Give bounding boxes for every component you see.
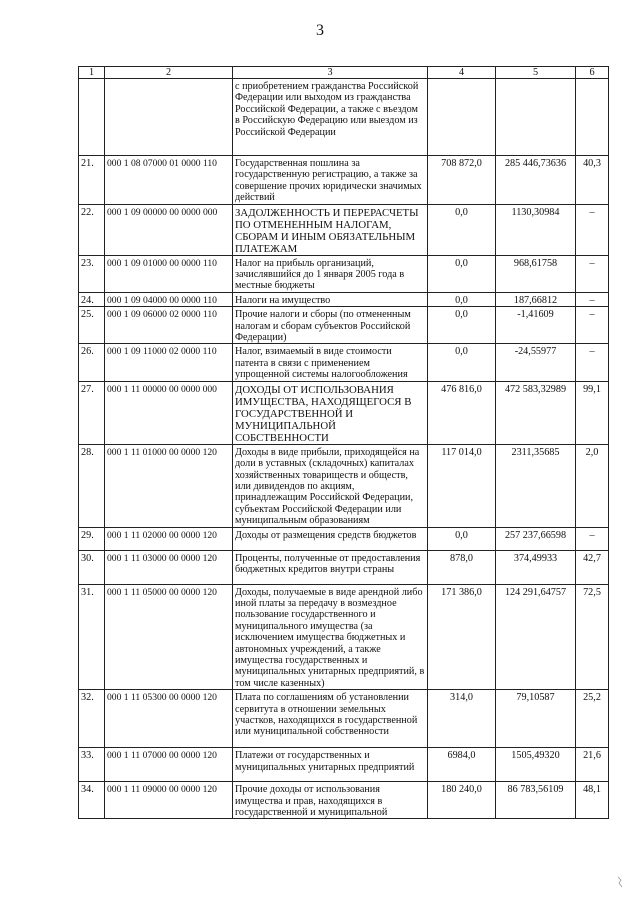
- actual-amount: 472 583,32989: [496, 381, 576, 444]
- budget-code: 000 1 11 09000 00 0000 120: [105, 782, 233, 819]
- budget-code: 000 1 09 01000 00 0000 110: [105, 255, 233, 292]
- row-number: 30.: [79, 550, 105, 584]
- budget-code: 000 1 11 00000 00 0000 000: [105, 381, 233, 444]
- revenue-name: Доходы, получаемые в виде арендной либо иной платы за передачу в возмездное пользование государственного и муниципального имущества (за исключением имущества бюджетных и автономных учреждений, а также имущества государственных и муниципальных унитарных предприятий, в том числе казенных): [233, 584, 428, 690]
- percent-done: 42,7: [576, 550, 609, 584]
- table-row: [79, 782, 609, 819]
- percent-done: –: [576, 255, 609, 292]
- actual-amount: -1,41609: [496, 307, 576, 344]
- table-row: [79, 527, 609, 550]
- percent-done: –: [576, 204, 609, 255]
- planned-amount: 0,0: [428, 344, 496, 381]
- revenue-table: [78, 66, 609, 819]
- row-number: 34.: [79, 782, 105, 819]
- planned-amount: 180 240,0: [428, 782, 496, 819]
- table-row: [79, 690, 609, 748]
- actual-amount: 187,66812: [496, 292, 576, 306]
- table-row: [79, 748, 609, 782]
- planned-amount: 314,0: [428, 690, 496, 748]
- percent-done: –: [576, 344, 609, 381]
- actual-amount: 1505,49320: [496, 748, 576, 782]
- budget-code: 000 1 11 07000 00 0000 120: [105, 748, 233, 782]
- header-col-6: 6: [576, 67, 609, 79]
- revenue-name: Плата по соглашениям об установлении сервитута в отношении земельных участков, находящихся в государственной или муниципальной собственности: [233, 690, 428, 748]
- row-number: 28.: [79, 444, 105, 527]
- table-header-row: [79, 67, 609, 79]
- row-number: 31.: [79, 584, 105, 690]
- percent-done: –: [576, 292, 609, 306]
- revenue-name: Проценты, полученные от предоставления бюджетных кредитов внутри страны: [233, 550, 428, 584]
- header-col-2: 2: [105, 67, 233, 79]
- planned-amount: 0,0: [428, 255, 496, 292]
- revenue-name: Прочие налоги и сборы (по отмененным налогам и сборам субъектов Российской Федерации): [233, 307, 428, 344]
- percent-done: 40,3: [576, 156, 609, 205]
- page-number: 3: [316, 22, 324, 39]
- percent-done: 21,6: [576, 748, 609, 782]
- actual-amount: 285 446,73636: [496, 156, 576, 205]
- revenue-name: Налоги на имущество: [233, 292, 428, 306]
- header-col-5: 5: [496, 67, 576, 79]
- planned-amount: 0,0: [428, 204, 496, 255]
- table-row: [79, 156, 609, 205]
- revenue-name: Прочие доходы от использования имущества и прав, находящихся в государственной и муниципальной: [233, 782, 428, 819]
- revenue-name: Государственная пошлина за государственную регистрацию, а также за совершение прочих юридически значимых действий: [233, 156, 428, 205]
- row-number: 25.: [79, 307, 105, 344]
- row-number: 33.: [79, 748, 105, 782]
- revenue-name: ДОХОДЫ ОТ ИСПОЛЬЗОВАНИЯ ИМУЩЕСТВА, НАХОДЯЩЕГОСЯ В ГОСУДАРСТВЕННОЙ И МУНИЦИПАЛЬНОЙ СОБСТВЕННОСТИ: [233, 381, 428, 444]
- row-number: 23.: [79, 255, 105, 292]
- row-number: 24.: [79, 292, 105, 306]
- row-number: 26.: [79, 344, 105, 381]
- row-number: 27.: [79, 381, 105, 444]
- header-col-4: 4: [428, 67, 496, 79]
- actual-amount: [496, 79, 576, 156]
- percent-done: –: [576, 527, 609, 550]
- row-number: 22.: [79, 204, 105, 255]
- planned-amount: [428, 79, 496, 156]
- table-row: [79, 255, 609, 292]
- revenue-name: Платежи от государственных и муниципальных унитарных предприятий: [233, 748, 428, 782]
- planned-amount: 878,0: [428, 550, 496, 584]
- table-row: [79, 307, 609, 344]
- table-row: [79, 79, 609, 156]
- actual-amount: 86 783,56109: [496, 782, 576, 819]
- planned-amount: 117 014,0: [428, 444, 496, 527]
- budget-code: 000 1 11 03000 00 0000 120: [105, 550, 233, 584]
- budget-code: 000 1 09 00000 00 0000 000: [105, 204, 233, 255]
- percent-done: 72,5: [576, 584, 609, 690]
- percent-done: 99,1: [576, 381, 609, 444]
- percent-done: [576, 79, 609, 156]
- header-col-1: 1: [79, 67, 105, 79]
- budget-code: 000 1 09 11000 02 0000 110: [105, 344, 233, 381]
- budget-code: 000 1 08 07000 01 0000 110: [105, 156, 233, 205]
- revenue-name: ЗАДОЛЖЕННОСТЬ И ПЕРЕРАСЧЕТЫ ПО ОТМЕНЕННЫМ НАЛОГАМ, СБОРАМ И ИНЫМ ОБЯЗАТЕЛЬНЫМ ПЛАТЕЖАМ: [233, 204, 428, 255]
- budget-code: 000 1 09 04000 00 0000 110: [105, 292, 233, 306]
- budget-code: 000 1 11 05300 00 0000 120: [105, 690, 233, 748]
- table-row: [79, 344, 609, 381]
- actual-amount: 2311,35685: [496, 444, 576, 527]
- budget-code: 000 1 11 02000 00 0000 120: [105, 527, 233, 550]
- planned-amount: 0,0: [428, 307, 496, 344]
- table-row: [79, 204, 609, 255]
- actual-amount: 124 291,64757: [496, 584, 576, 690]
- budget-code: 000 1 11 01000 00 0000 120: [105, 444, 233, 527]
- percent-done: –: [576, 307, 609, 344]
- actual-amount: 968,61758: [496, 255, 576, 292]
- budget-code: 000 1 11 05000 00 0000 120: [105, 584, 233, 690]
- revenue-name: с приобретением гражданства Российской Федерации или выходом из гражданства Российской Федерации, а также с въездом в Российскую Федерацию или выездом из Российской Федерации: [233, 79, 428, 156]
- planned-amount: 0,0: [428, 527, 496, 550]
- percent-done: 25,2: [576, 690, 609, 748]
- row-number: 21.: [79, 156, 105, 205]
- actual-amount: 257 237,66598: [496, 527, 576, 550]
- planned-amount: 6984,0: [428, 748, 496, 782]
- actual-amount: 79,10587: [496, 690, 576, 748]
- table-row: [79, 444, 609, 527]
- row-number: 32.: [79, 690, 105, 748]
- table-body: [79, 79, 609, 819]
- budget-code: [105, 79, 233, 156]
- actual-amount: 1130,30984: [496, 204, 576, 255]
- row-number: 29.: [79, 527, 105, 550]
- header-col-3: 3: [233, 67, 428, 79]
- actual-amount: 374,49933: [496, 550, 576, 584]
- revenue-name: Доходы в виде прибыли, приходящейся на доли в уставных (складочных) капиталах хозяйственных товариществ и обществ, или дивидендов по акциям, принадлежащим Российской Федерации, субъектам Российской Федерации или муниципальным образованиям: [233, 444, 428, 527]
- actual-amount: -24,55977: [496, 344, 576, 381]
- row-number: [79, 79, 105, 156]
- table-row: [79, 381, 609, 444]
- planned-amount: 708 872,0: [428, 156, 496, 205]
- revenue-name: Налог, взимаемый в виде стоимости патента в связи с применением упрощенной системы налогообложения: [233, 344, 428, 381]
- revenue-name: Налог на прибыль организаций, зачислявшийся до 1 января 2005 года в местные бюджеты: [233, 255, 428, 292]
- margin-mark: [616, 876, 624, 888]
- planned-amount: 171 386,0: [428, 584, 496, 690]
- table-row: [79, 292, 609, 306]
- planned-amount: 476 816,0: [428, 381, 496, 444]
- budget-code: 000 1 09 06000 02 0000 110: [105, 307, 233, 344]
- planned-amount: 0,0: [428, 292, 496, 306]
- table-row: [79, 550, 609, 584]
- percent-done: 48,1: [576, 782, 609, 819]
- revenue-name: Доходы от размещения средств бюджетов: [233, 527, 428, 550]
- percent-done: 2,0: [576, 444, 609, 527]
- table-row: [79, 584, 609, 690]
